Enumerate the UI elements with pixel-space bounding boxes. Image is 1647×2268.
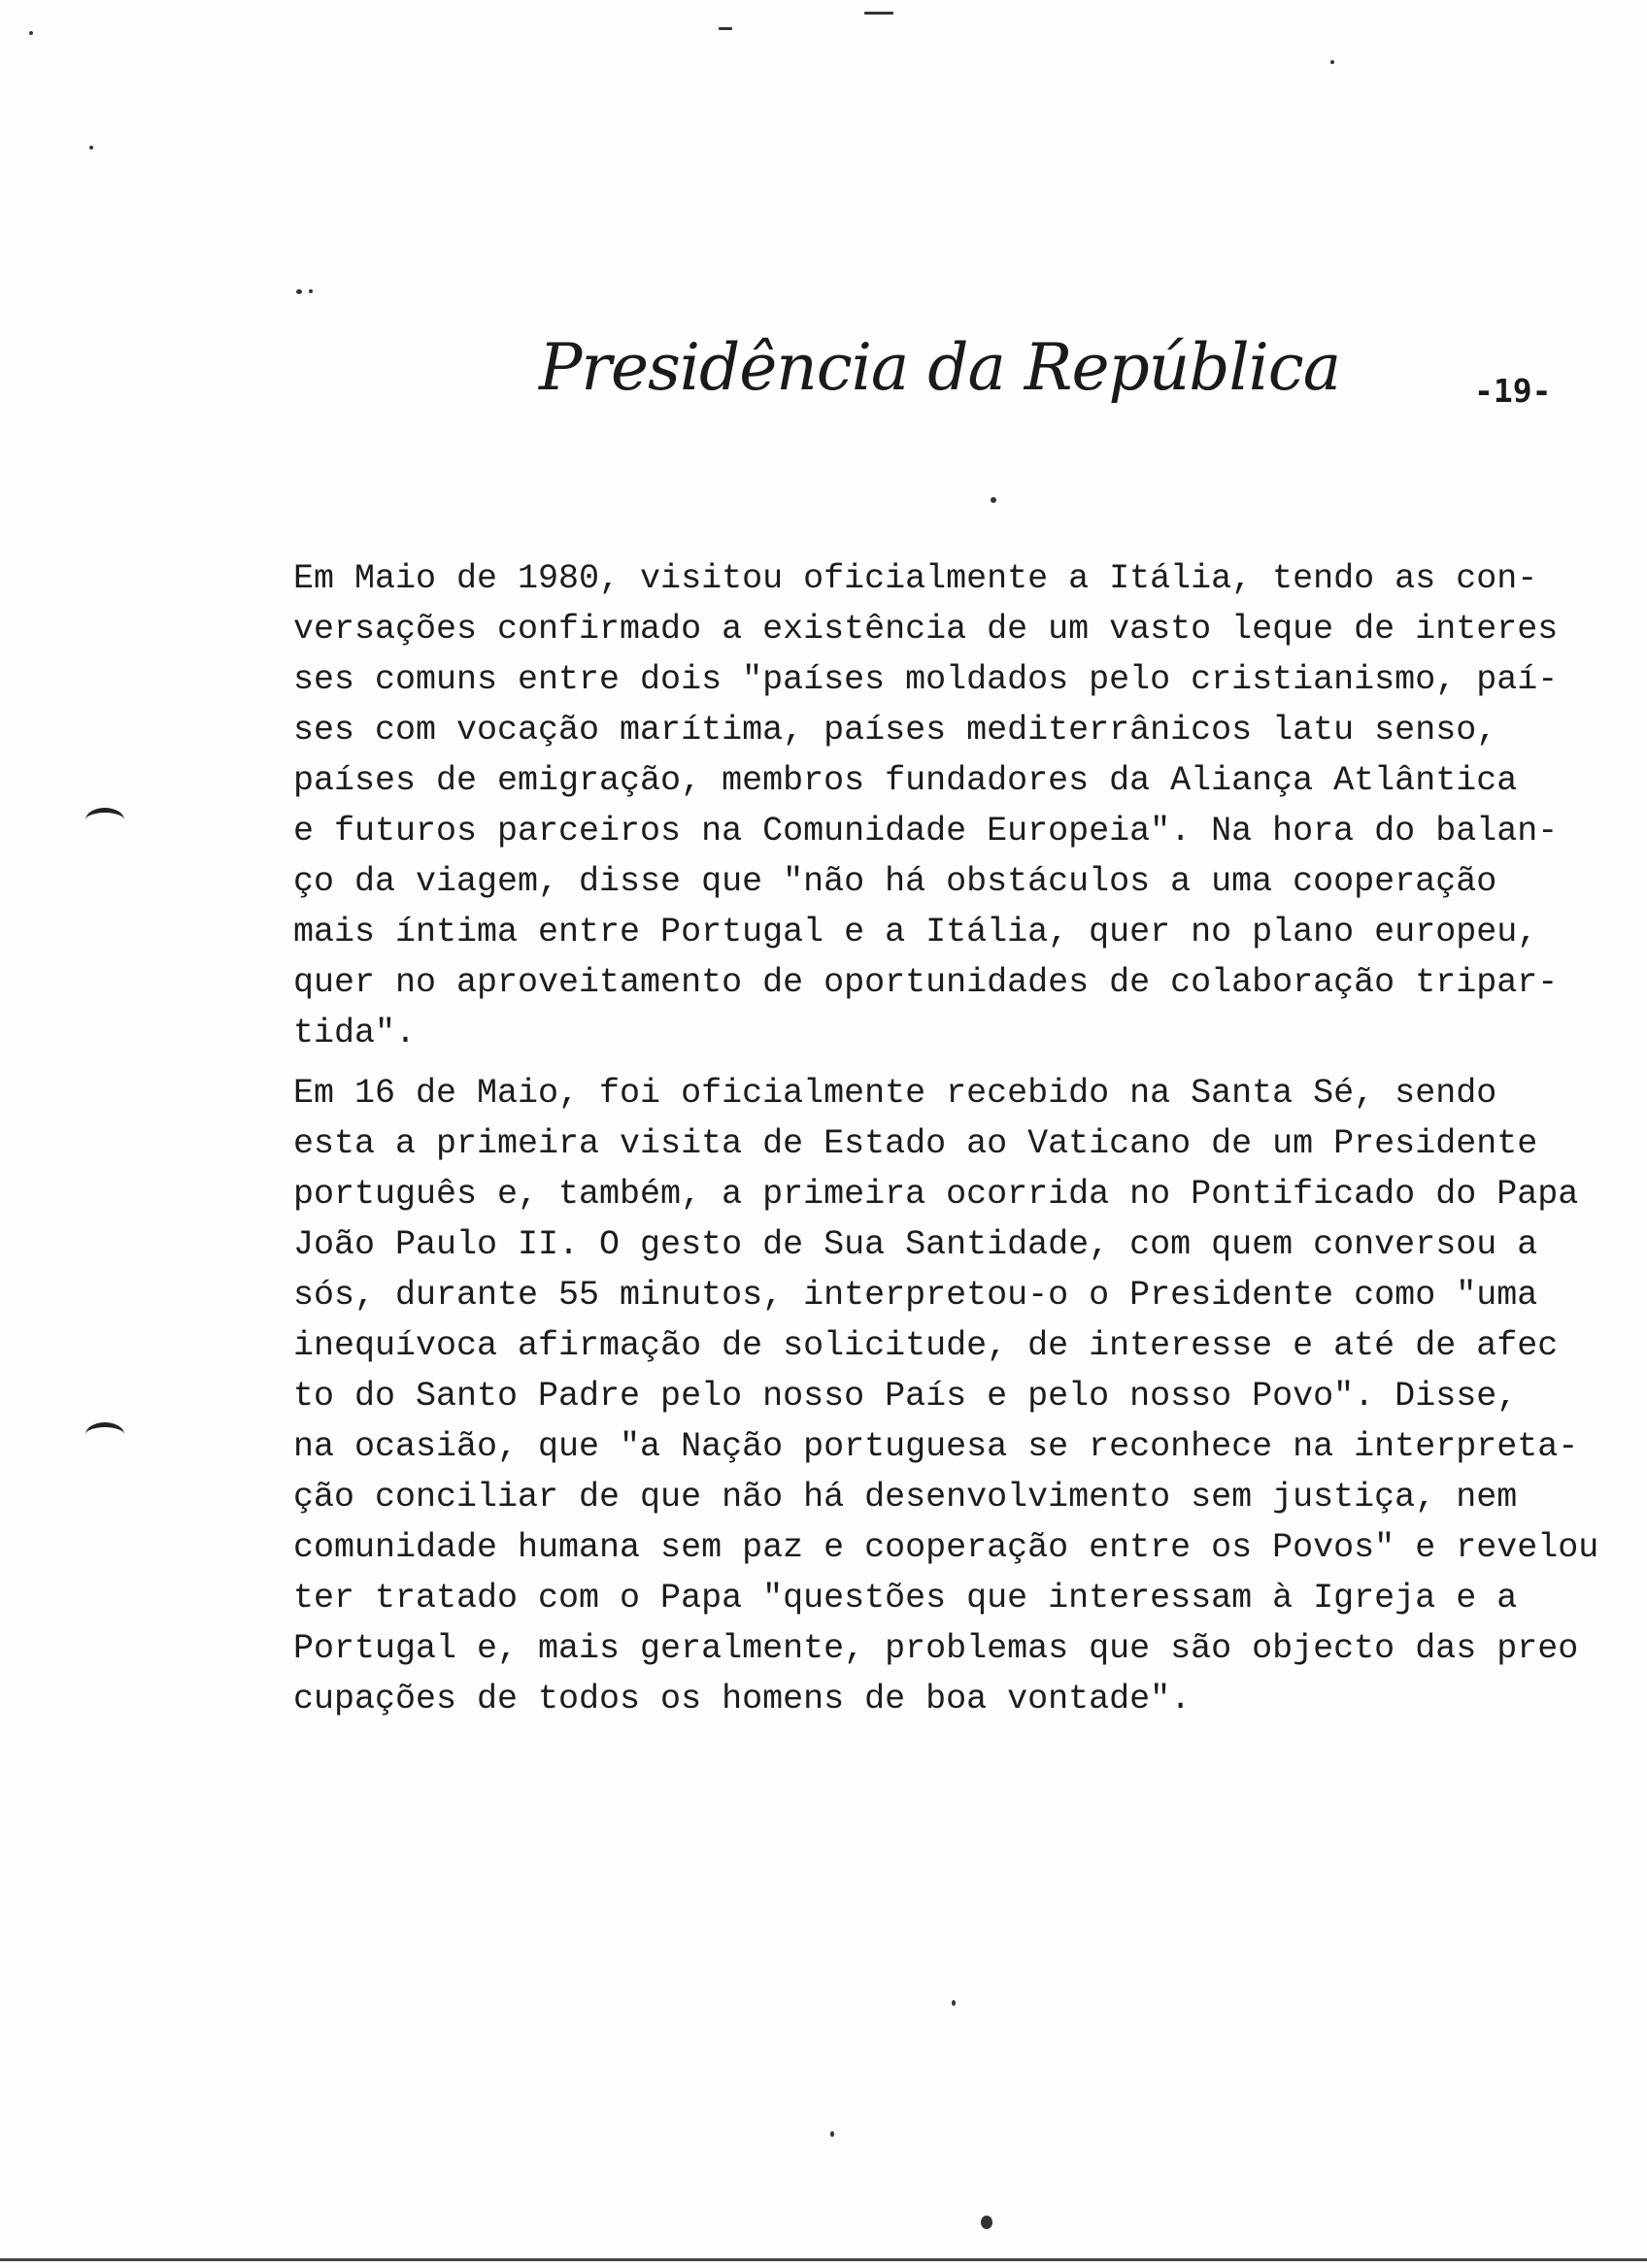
text-line: países de emigração, membros fundadores da Aliança Atlântica <box>293 761 1518 800</box>
text-line: ses comuns entre dois "países moldados pelo cristianismo, paí- <box>293 660 1559 699</box>
text-line: ses com vocação marítima, países mediterrânicos latu senso, <box>293 711 1497 750</box>
bottom-scan-edge <box>0 2258 1647 2261</box>
text-line: versações confirmado a existência de um vasto leque de interes <box>293 610 1559 649</box>
text-line: Portugal e, mais geralmente, problemas que são objecto das preo <box>293 1629 1579 1668</box>
text-line: português e, também, a primeira ocorrida no Pontificado do Papa <box>293 1175 1579 1214</box>
page-number: -19- <box>1474 372 1552 410</box>
text-line: Em 16 de Maio, foi oficialmente recebido na Santa Sé, sendo <box>293 1074 1497 1113</box>
scan-speck <box>981 2216 992 2229</box>
text-line: quer no aproveitamento de oportunidades de colaboração tripar- <box>293 963 1559 1002</box>
letterhead-title: Presidência da República <box>539 330 1341 405</box>
text-line: Em Maio de 1980, visitou oficialmente a Itália, tendo as con- <box>293 559 1538 598</box>
text-line: tida". <box>293 1014 417 1052</box>
text-line: to do Santo Padre pelo nosso País e pelo nosso Povo". Disse, <box>293 1377 1518 1416</box>
scan-speck <box>89 146 93 150</box>
text-line: comunidade humana sem paz e cooperação entre os Povos" e revelou <box>293 1528 1599 1567</box>
text-line: João Paulo II. O gesto de Sua Santidade, com quem conversou a <box>293 1225 1538 1264</box>
scan-speck <box>991 497 996 503</box>
text-line: ção conciliar de que não há desenvolvimento sem justiça, nem <box>293 1478 1518 1517</box>
scan-speck <box>1330 60 1334 64</box>
scan-speck <box>864 12 893 15</box>
text-line: inequívoca afirmação de solicitude, de interesse e até de afec <box>293 1326 1559 1365</box>
paragraph-1 <box>293 553 1595 1058</box>
scan-speck <box>830 2131 834 2137</box>
scan-artifact-arc <box>85 1422 124 1447</box>
text-line: ço da viagem, disse que "não há obstáculos a uma cooperação <box>293 862 1497 901</box>
text-line: sós, durante 55 minutos, interpretou-o o Presidente como "uma <box>293 1276 1538 1315</box>
scan-speck <box>719 27 732 30</box>
scan-artifact-arc <box>85 808 124 832</box>
text-line: ter tratado com o Papa "questões que interessam à Igreja e a <box>293 1579 1518 1618</box>
scan-speck <box>952 2000 956 2006</box>
scan-speck <box>309 289 313 293</box>
paragraph-2 <box>293 1068 1599 1724</box>
text-line: mais íntima entre Portugal e a Itália, quer no plano europeu, <box>293 913 1538 951</box>
text-line: esta a primeira visita de Estado ao Vaticano de um Presidente <box>293 1124 1538 1163</box>
scan-speck <box>29 31 33 35</box>
text-line: cupações de todos os homens de boa vontade". <box>293 1680 1192 1718</box>
text-line: e futuros parceiros na Comunidade Europeia". Na hora do balan- <box>293 812 1559 850</box>
scan-speck <box>296 289 302 294</box>
text-line: na ocasião, que "a Nação portuguesa se reconhece na interpreta- <box>293 1427 1579 1466</box>
